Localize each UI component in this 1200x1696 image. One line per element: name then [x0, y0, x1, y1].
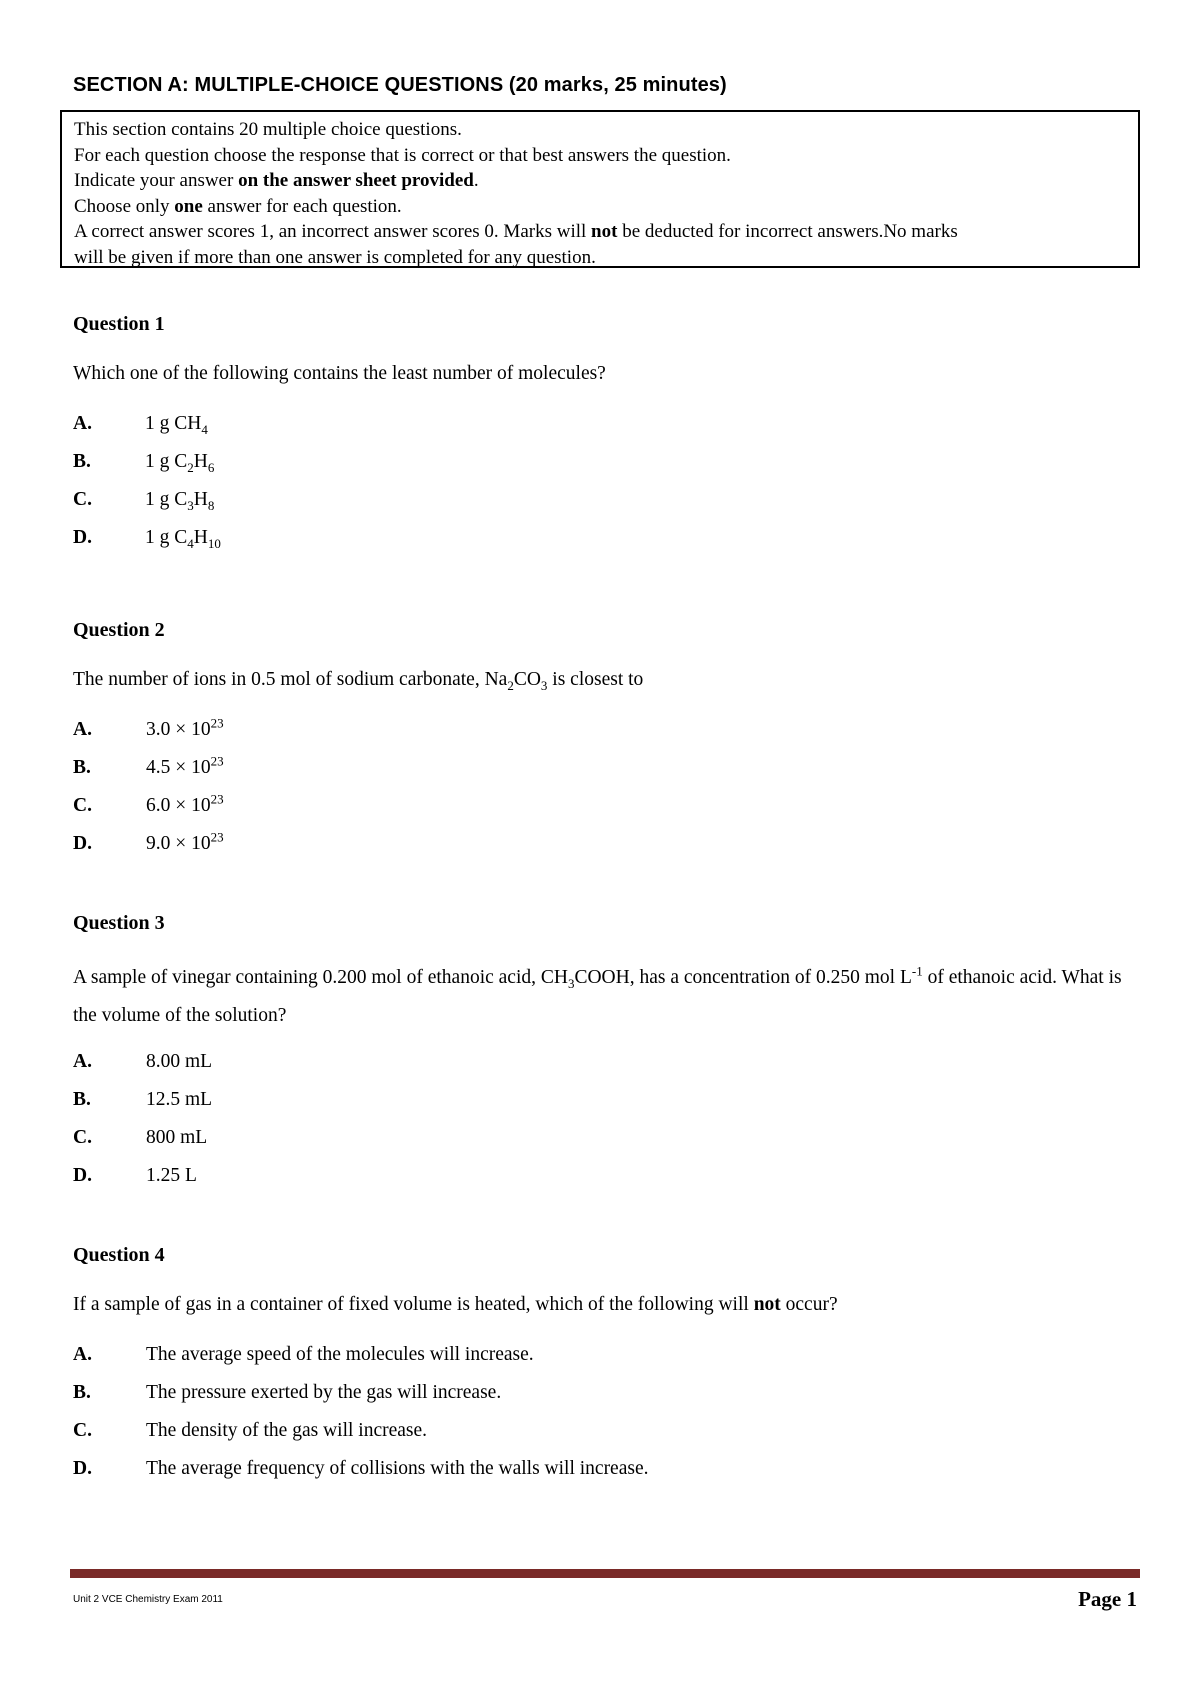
option-letter: D. — [73, 527, 92, 548]
option-text: 1 g $C_3H_8$ — [145, 489, 215, 513]
option-letter: A. — [73, 719, 92, 740]
question-4-stem: If a sample of gas in a container of fixed volume is heated, which of the following will not occur? — [73, 1294, 838, 1315]
question-3-stem: A sample of vinegar containing 0.200 mol of ethanoic acid, $CH_3COOH$, has a concentration of 0.250 mol $L^{-1}$ of ethanoic acid. What is the volume of the solution? — [73, 963, 1122, 1026]
option-letter: C. — [73, 1127, 92, 1148]
instructions-box — [60, 110, 1140, 268]
question-2-stem: The number of ions in 0.5 mol of sodium carbonate, $Na_2CO_3$ is closest to — [73, 669, 644, 693]
option-text: The average speed of the molecules will increase. — [146, 1344, 534, 1365]
option-text: The density of the gas will increase. — [146, 1420, 428, 1441]
option-letter: A. — [73, 1344, 92, 1365]
option-text: 12.5 mL — [146, 1089, 213, 1110]
instruction-line: will be given if more than one answer is completed for any question. — [74, 246, 596, 268]
instruction-line: This section contains 20 multiple choice questions. — [74, 119, 462, 140]
option-text: 1 g $C_4H_{10}$ — [145, 527, 221, 551]
footer-divider — [70, 1569, 1140, 1578]
option-letter: B. — [73, 757, 91, 778]
option-letter: C. — [73, 795, 92, 816]
option-text: 800 mL — [146, 1127, 208, 1148]
instruction-line: Indicate your answer on the answer sheet provided. — [74, 170, 479, 191]
option-letter: A. — [73, 413, 92, 434]
footer-exam-name: Unit 2 VCE Chemistry Exam 2011 — [73, 1594, 223, 1605]
instruction-line: A correct answer scores 1, an incorrect answer scores 0. Marks will not be deducted for incorrect answers.No marks — [74, 221, 958, 242]
option-letter: C. — [73, 489, 92, 510]
section-title: SECTION A: MULTIPLE-CHOICE QUESTIONS (20 marks, 25 minutes) — [73, 74, 727, 96]
page-number: Page 1 — [1078, 1587, 1137, 1611]
option-letter: C. — [73, 1420, 92, 1441]
option-letter: D. — [73, 1165, 92, 1186]
option-text: The pressure exerted by the gas will increase. — [146, 1382, 502, 1403]
option-letter: A. — [73, 1051, 92, 1072]
option-letter: B. — [73, 1089, 91, 1110]
option-letter: D. — [73, 833, 92, 854]
question-3-title: Question 3 — [73, 912, 165, 934]
question-2-title: Question 2 — [73, 619, 165, 641]
option-text: 8.00 mL — [146, 1051, 213, 1072]
question-1-stem: Which one of the following contains the least number of molecules? — [73, 363, 606, 384]
option-text: The average frequency of collisions with the walls will increase. — [146, 1458, 649, 1479]
instruction-line: For each question choose the response that is correct or that best answers the question. — [74, 144, 731, 166]
option-text: 1 g $C_2H_6$ — [145, 451, 215, 475]
option-text: 1 g $CH_4$ — [145, 413, 208, 437]
option-letter: B. — [73, 1382, 91, 1403]
option-text: $4.5 \times 10^{23}$ — [146, 753, 224, 778]
question-1-title: Question 1 — [73, 313, 165, 335]
option-text: $6.0 \times 10^{23}$ — [146, 791, 224, 816]
option-text: 1.25 L — [146, 1165, 197, 1186]
question-4-title: Question 4 — [73, 1244, 165, 1266]
option-text: $9.0 \times 10^{23}$ — [146, 829, 224, 854]
option-text: $3.0 \times 10^{23}$ — [146, 715, 224, 740]
option-letter: B. — [73, 451, 91, 472]
instruction-line: Choose only one answer for each question. — [74, 195, 402, 217]
option-letter: D. — [73, 1458, 92, 1479]
